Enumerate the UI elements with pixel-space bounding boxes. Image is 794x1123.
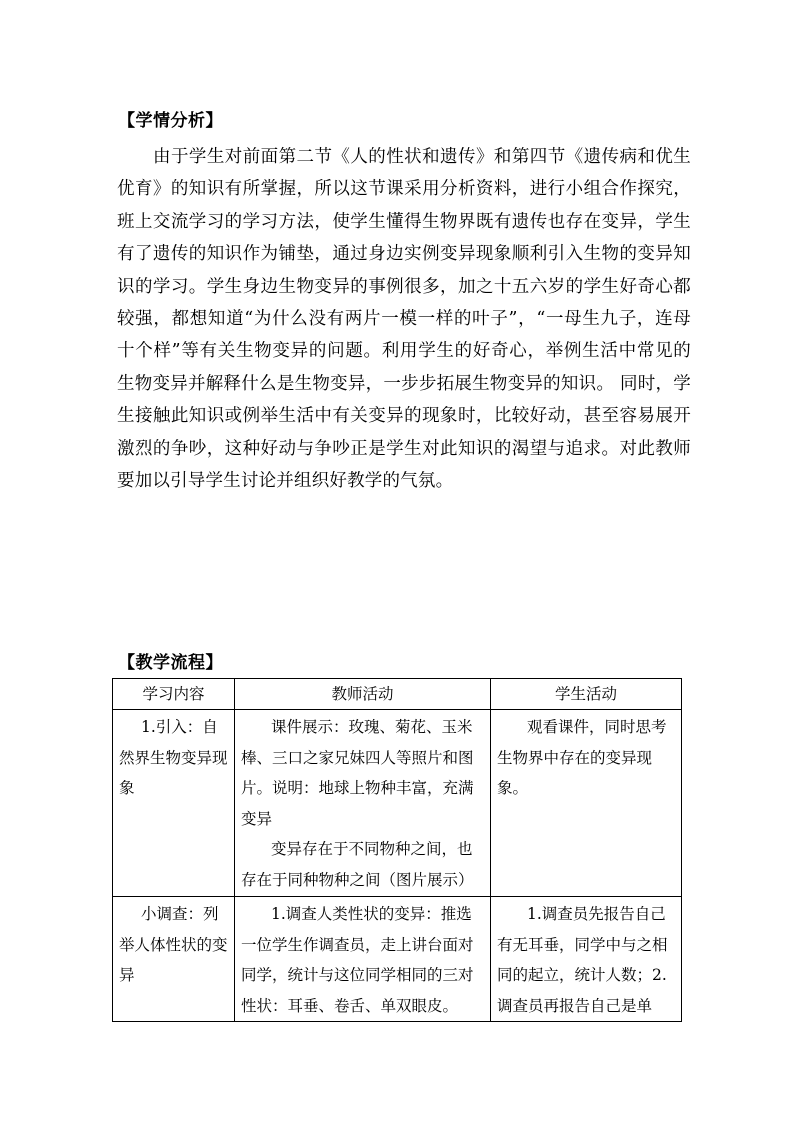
learning-analysis-paragraph: 由于学生对前面第二节《人的性状和遗传》和第四节《遗传病和优生优育》的知识有所掌握，所以这节课采用分析资料，进行小组合作探究，班上交流学习的学习方法，使学生懂得生物界既有遗传也存在变异，学生有了遗传的知识作为铺垫，通过身边实例变异现象顺利引入生物的变异知识的学习。学生身边生物变异的事例很多，加之十五六岁的学生好奇心都较强，都想知道“为什么没有两片一模一样的叶子”，“一母生九子，连母十个样”等有关生物变异的问题。利用学生的好奇心，举例生活中常见的生物变异并解释什么是生物变异，一步步拓展生物变异的知识。 同时，学生接触此知识或例举生活中有关变异的现象时，比较好动，甚至容易展开激烈的争吵，这种好动与争吵正是学生对此知识的渴望与追求。对此教师要加以引导学生讨论并组织好教学的气氛。 xyxy=(117,147,691,492)
header-student-activity: 学生活动 xyxy=(491,679,682,710)
cell-content: 1.引入：自然界生物变异现象 xyxy=(113,710,235,897)
table-row xyxy=(113,897,682,1022)
cell-teacher: 课件展示：玫瑰、菊花、玉米棒、三口之家兄妹四人等照片和图片。说明：地球上物种丰富，充满变异 变异存在于不同物种之间，也存在于同种物种之间（图片展示） xyxy=(235,710,491,897)
header-learning-content: 学习内容 xyxy=(113,679,235,710)
cell-content: 小调查：列举人体性状的变异 xyxy=(113,897,235,1022)
table-header-row xyxy=(113,679,682,710)
cell-teacher: 1.调查人类性状的变异：推选一位学生作调查员，走上讲台面对同学，统计与这位同学相同的三对性状：耳垂、卷舌、单双眼皮。 xyxy=(235,897,491,1022)
header-teacher-activity: 教师活动 xyxy=(235,679,491,710)
table-row xyxy=(113,710,682,897)
cell-student: 1.调查员先报告自己有无耳垂，同学中与之相同的起立，统计人数；2.调查员再报告自己是单 xyxy=(491,897,682,1022)
section-heading-teaching-process: 【教学流程】 xyxy=(118,653,223,673)
section-heading-learning-analysis: 【学情分析】 xyxy=(118,111,223,131)
teaching-process-table xyxy=(112,678,682,1022)
cell-student: 观看课件，同时思考生物界中存在的变异现象。 xyxy=(491,710,682,897)
